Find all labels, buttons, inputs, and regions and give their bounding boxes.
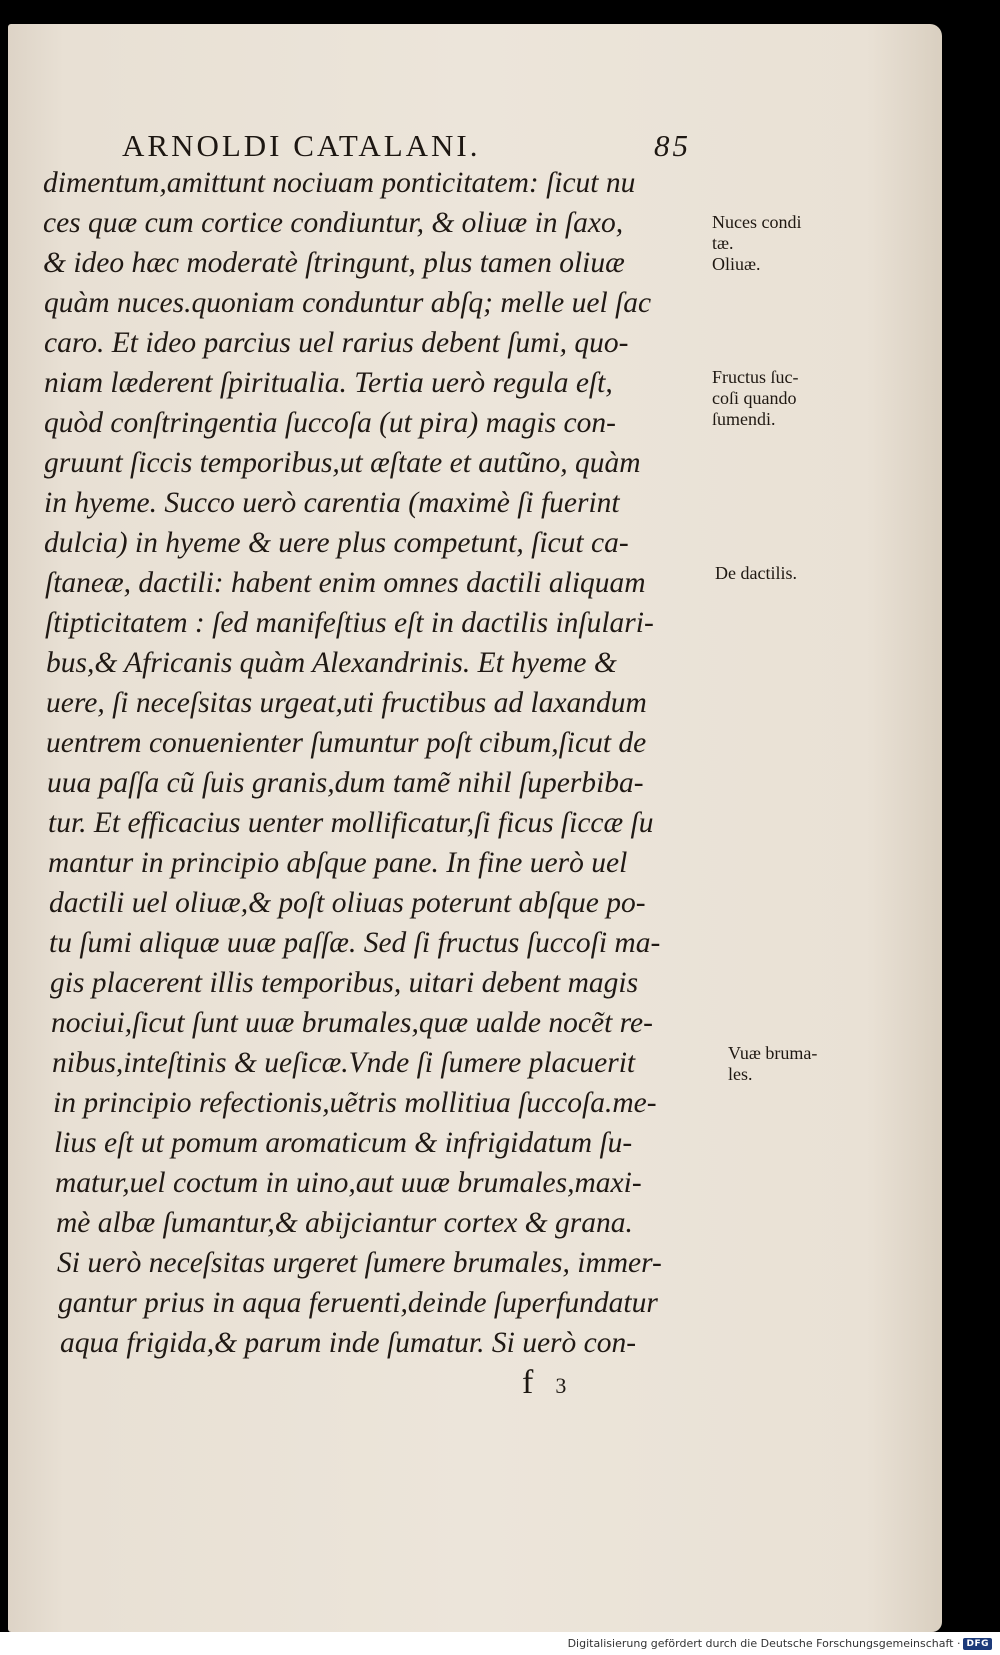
text-line: gantur prius in aqua feruenti,deinde ſuperfundatur [58,1287,658,1319]
margin-note-fructus: Fructus ſuc- coſi quando ſumendi. [712,367,799,429]
text-line: ſtipticitatem : ſed manifeſtius eſt in dactilis inſulari- [45,607,654,639]
text-line: nociui,ſicut ſunt uuæ brumales,quæ ualde nocẽt re- [51,1007,653,1039]
text-line: caro. Et ideo parcius uel rarius debent ſumi, quo- [44,327,629,359]
signature-letter: f [522,1364,534,1401]
signature-number: 3 [555,1373,567,1398]
text-line: mè albæ ſumantur,& abijciantur cortex & grana. [56,1207,633,1239]
text-line: & ideo hæc moderatè ſtringunt, plus tamen oliuæ [43,247,625,279]
text-line: mantur in principio abſque pane. In fine uerò uel [48,847,628,879]
text-line: ſtaneæ, dactili: habent enim omnes dactili aliquam [45,567,646,599]
text-line: dactili uel oliuæ,& poſt oliuas poterunt abſque po- [49,887,646,919]
text-line: dulcia) in hyeme & uere plus competunt, ſicut ca- [44,527,629,559]
text-line: uua paſſa cũ ſuis granis,dum tamẽ nihil ſuperbiba- [47,767,644,799]
text-line: quòd conſtringentia ſuccoſa (ut pira) magis con- [44,407,616,439]
dfg-logo-icon: DFG [963,1638,992,1650]
credit-text: Digitalisierung gefördert durch die Deutsche Forschungsgemeinschaft · [567,1637,961,1650]
margin-note-uuae: Vuæ bruma- les. [728,1043,818,1084]
text-line: in hyeme. Succo uerò carentia (maximè ſi fuerint [44,487,620,519]
text-line: uentrem conuenienter ſumuntur poſt cibum,ſicut de [46,727,647,759]
signature-mark [522,1364,566,1402]
text-line: in principio refectionis,uẽtris mollitiua ſuccoſa.me- [53,1087,657,1119]
text-line: gis placerent illis temporibus, uitari debent magis [50,967,639,999]
text-line: tu ſumi aliquæ uuæ paſſæ. Sed ſi fructus ſuccoſi ma- [49,927,661,959]
running-head-title: ARNOLDI CATALANI. [122,128,481,163]
text-line: gruunt ſiccis temporibus,ut æſtate et autũno, quàm [44,447,641,479]
text-line: quàm nuces.quoniam conduntur abſq; melle uel ſac [44,287,652,319]
text-line: bus,& Africanis quàm Alexandrinis. Et hyeme & [46,647,617,679]
text-line: uere, ſi neceſsitas urgeat,uti fructibus ad laxandum [46,687,647,719]
text-line: matur,uel coctum in uino,aut uuæ brumales,maxi- [55,1167,642,1199]
text-line: nibus,inteſtinis & ueſicæ.Vnde ſi ſumere placuerit [52,1047,636,1079]
digitization-credit [568,1637,992,1650]
text-line: Si uerò neceſsitas urgeret ſumere brumales, immer- [57,1247,662,1279]
text-line: aqua frigida,& parum inde ſumatur. Si uerò con- [60,1327,637,1359]
text-line: tur. Et efficacius uenter mollificatur,ſi ficus ſiccæ ſu [48,807,654,839]
margin-note-dactilis: De dactilis. [715,563,797,583]
text-line: lius eſt ut pomum aromaticum & infrigidatum ſu- [54,1127,633,1159]
page-number: 85 [654,128,691,163]
text-line: dimentum,amittunt nociuam ponticitatem: ſicut nu [43,167,636,199]
text-line: niam læderent ſpiritualia. Tertia uerò regula eſt, [44,367,613,399]
text-line: ces quæ cum cortice condiuntur, & oliuæ in ſaxo, [43,207,624,239]
margin-note-nuces: Nuces condi tæ. Oliuæ. [712,212,802,274]
